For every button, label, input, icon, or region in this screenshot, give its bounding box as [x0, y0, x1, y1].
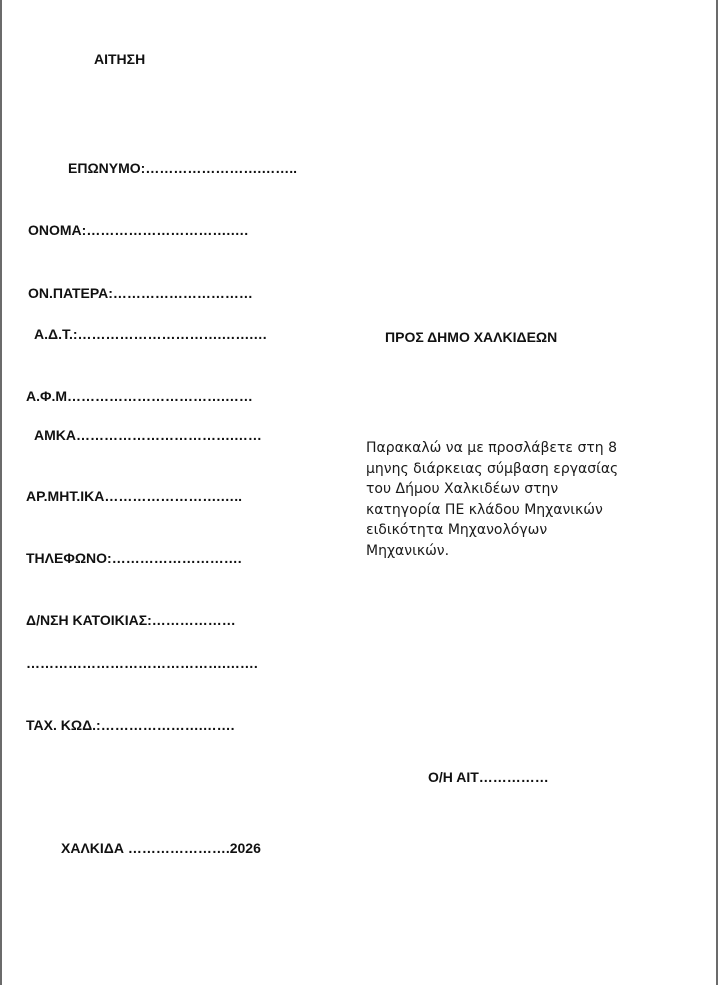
request-line: Παρακαλώ να με προσλάβετε στη 8 [366, 440, 617, 456]
name-field: ΟΝΟΜΑ:………………………….…. [28, 222, 249, 238]
address-field: Δ/ΝΣΗ ΚΑΤΟΙΚΙΑΣ:……………… [26, 612, 236, 628]
surname-field: ΕΠΩΝΥΜΟ:…………………….…….. [68, 160, 298, 176]
page-right-edge [716, 0, 718, 985]
request-line: Μηχανικών. [366, 542, 450, 559]
ika-field: ΑΡ.ΜΗΤ.ΙΚΑ…………………….….. [26, 488, 243, 504]
page-left-edge [0, 0, 2, 985]
signature-line: Ο/Η ΑΙΤ…………… [428, 769, 549, 785]
request-line: ειδικότητα Μηχανολόγων [366, 522, 548, 538]
phone-field: ΤΗΛΕΦΩΝΟ:………………………. [26, 550, 242, 566]
recipient-heading: ΠΡΟΣ ΔΗΜΟ ΧΑΛΚΙΔΕΩΝ [385, 329, 558, 345]
place-date-line: ΧΑΛΚΙΔΑ ………………….2026 [61, 840, 261, 856]
request-line: κατηγορία ΠΕ κλάδου Μηχανικών [366, 501, 603, 518]
amka-field: ΑΜΚΑ…………………………….…… [34, 427, 262, 443]
request-paragraph [366, 438, 636, 561]
father-name-field: ΟΝ.ΠΑΤΕΡΑ:………………………… [28, 285, 253, 301]
request-line: μηνης διάρκειας σύμβαση εργασίας [366, 460, 619, 477]
afm-field: Α.Φ.Μ…………………………….…… [26, 388, 253, 404]
id-card-field: Α.Δ.Τ.:………………………….…….… [34, 326, 268, 342]
request-line: του Δήμου Χαλκιδέων στην [366, 481, 559, 497]
postal-code-field: ΤΑΧ. ΚΩΔ.:………………….……. [26, 717, 235, 733]
document-title: ΑΙΤΗΣΗ [94, 51, 146, 67]
address-line2-field: …………………………………….……. [26, 655, 258, 671]
